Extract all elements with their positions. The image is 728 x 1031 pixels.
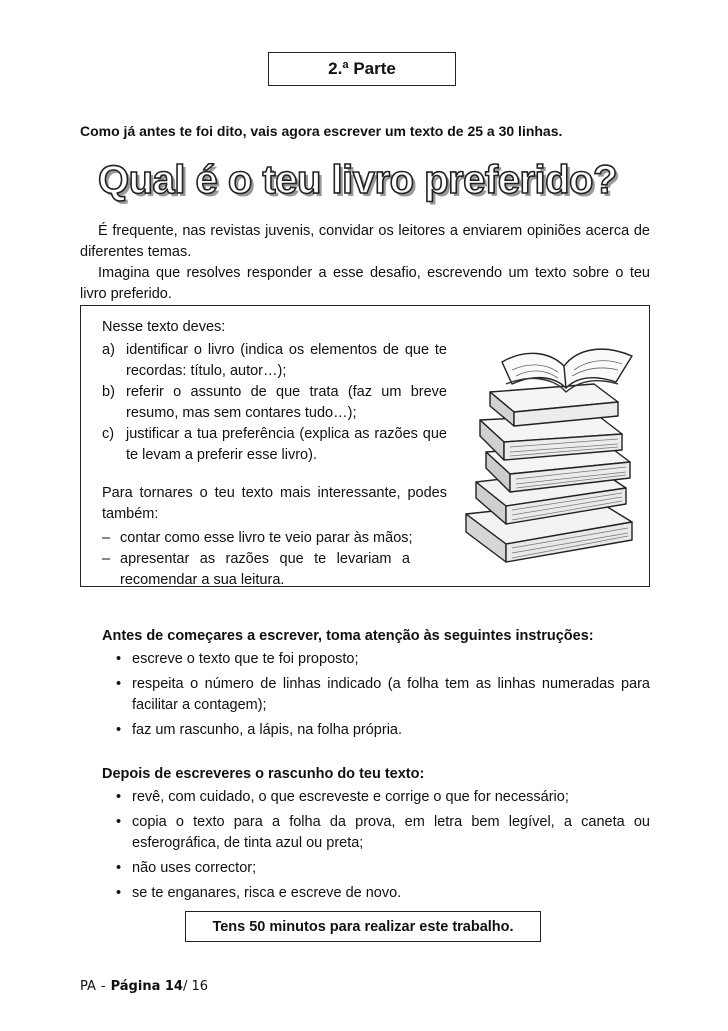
time-notice-box xyxy=(185,911,541,942)
paragraph-1: É frequente, nas revistas juvenis, convidar os leitores a enviarem opiniões acerca de diferentes temas. xyxy=(80,223,650,260)
list-item xyxy=(102,549,410,591)
bullet-text: copia o texto para a folha da prova, em letra bem legível, a caneta ou esferográfica, de tinta azul ou preta; xyxy=(132,814,650,851)
time-notice: Tens 50 minutos para realizar este trabalho. xyxy=(212,918,514,935)
bullet-item xyxy=(102,858,650,879)
bullet-text: revê, com cuidado, o que escreveste e corrige o que for necessário; xyxy=(132,789,569,805)
books-stack-illustration xyxy=(446,322,642,570)
instructions-content xyxy=(102,317,447,591)
footer-separator: - xyxy=(100,979,106,994)
paragraph-2: Imagina que resolves responder a esse desafio, escrevendo um texto sobre o teu livro preferido. xyxy=(80,265,650,302)
list-item-text: apresentar as razões que te levariam a recomendar a sua leitura. xyxy=(120,551,410,588)
bullet-item xyxy=(102,674,650,716)
box-lead: Nesse texto deves: xyxy=(102,319,226,335)
intro-paragraphs xyxy=(80,221,650,305)
part-label: 2.ª Parte xyxy=(328,59,396,78)
section-heading: Depois de escreveres o rascunho do teu texto: xyxy=(102,766,425,782)
bullet-item xyxy=(102,883,650,904)
page-title: Qual é o teu livro preferido? xyxy=(98,158,617,202)
list-marker: – xyxy=(102,551,111,567)
bullet-dot-icon: • xyxy=(116,814,122,830)
bullet-dot-icon: • xyxy=(116,676,122,692)
list-item xyxy=(102,424,447,466)
list-item xyxy=(102,382,447,424)
list-marker: c) xyxy=(102,426,115,442)
bullet-dot-icon: • xyxy=(116,860,122,876)
list-marker: – xyxy=(102,530,111,546)
bullet-text: se te enganares, risca e escreve de novo. xyxy=(132,885,402,901)
page-total: / 16 xyxy=(182,979,209,994)
list-item-text: justificar a tua preferência (explica as razões que te levam a preferir esse livro). xyxy=(126,426,447,463)
bullet-item xyxy=(102,649,650,670)
list-item xyxy=(102,528,447,549)
bullet-text: não uses corrector; xyxy=(132,860,257,876)
bullet-dot-icon: • xyxy=(116,651,122,667)
bullet-dot-icon: • xyxy=(116,789,122,805)
box-extra-lead: Para tornares o teu texto mais interessante, podes também: xyxy=(102,485,447,522)
list-marker: a) xyxy=(102,342,115,358)
list-marker: b) xyxy=(102,384,115,400)
bullet-item xyxy=(102,720,650,741)
bullet-dot-icon: • xyxy=(116,885,122,901)
intro-text: Como já antes te foi dito, vais agora escrever um texto de 25 a 30 linhas. xyxy=(80,123,563,139)
footer-code: PA xyxy=(80,979,96,994)
list-item-text: identificar o livro (indica os elementos de que te recordas: título, autor…); xyxy=(126,342,447,379)
part-label-box xyxy=(268,52,456,86)
bullet-text: escreve o texto que te foi proposto; xyxy=(132,651,359,667)
list-item xyxy=(102,340,447,382)
before-section xyxy=(102,626,650,745)
bullet-text: faz um rascunho, a lápis, na folha própria. xyxy=(132,722,403,738)
page-number: Página 14 xyxy=(110,979,183,994)
page-footer xyxy=(80,979,208,994)
section-heading: Antes de começares a escrever, toma atenção às seguintes instruções: xyxy=(102,628,594,644)
bullet-dot-icon: • xyxy=(116,722,122,738)
bullet-text: respeita o número de linhas indicado (a folha tem as linhas numeradas para facilitar a contagem); xyxy=(132,676,650,713)
list-item-text: referir o assunto de que trata (faz um breve resumo, mas sem contares tudo…); xyxy=(126,384,447,421)
after-section xyxy=(102,764,650,908)
bullet-item xyxy=(102,787,650,808)
bullet-item xyxy=(102,812,650,854)
list-item-text: contar como esse livro te veio parar às mãos; xyxy=(120,530,413,546)
